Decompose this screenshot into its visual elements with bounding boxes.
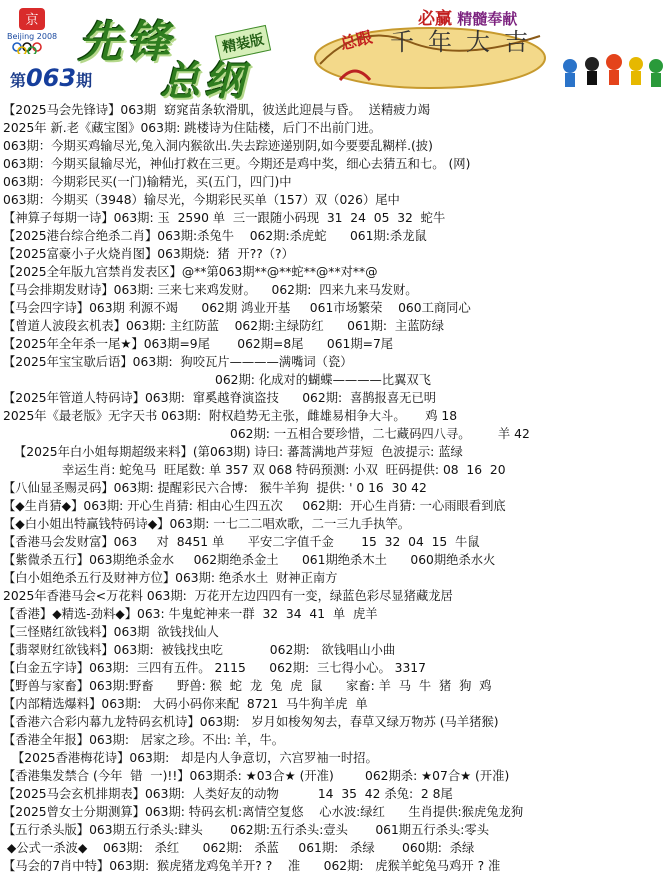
text-line: 062期: 一五相合要珍惜，二七藏码四八寻。 羊 42 [230,427,530,441]
text-line: 【◆生肖猜◆】063期: 开心生肖猜: 相由心生四五次 062期: 开心生肖猜: 一心雨眼看到底 [3,499,506,513]
logo-text: Beijing 2008 [7,32,58,41]
text-line: 【香港马会发财富】063 对 8451 单 平安二字值千金 15 32 04 15 牛鼠 [3,535,480,549]
text-line: 【2025年全年杀一尾★】063期=9尾 062期=8尾 061期=7尾 [3,337,394,351]
text-line: 【2025年白小姐每期超级来料】(第063期) 诗曰: 蕃蒿满地芦芽短 色波提示: 蓝绿 [14,445,463,459]
text-line: 【2025年管道人特码诗】063期: 窜奚越脊演盗技 062期: 喜鹊报喜无已明 [3,391,437,405]
text-line: 【神算子每期一诗】063期: 玉 2590 单 三一跟随小码现 31 24 05 32 蛇牛 [3,211,446,225]
text-line: 【曾道人波段玄机表】063期: 主红防蓝 062期:主绿防红 061期: 主蓝防绿 [3,319,445,333]
scroll-text: 千年大吉 [390,28,542,56]
text-line: 【八仙显圣赐灵码】063期: 提醒彩民六合博: 猴牛羊狗 提供: ' 0 16 30 42 [3,481,427,495]
text-line: 【香港】◆精选-劲料◆】063: 牛鬼蛇神来一群 32 34 41 单 虎羊 [3,607,378,621]
text-line: 2025年《最老版》无字天书 063期: 附权趋势无主张，雌雄易相争大斗。 鸡 18 [3,409,458,423]
text-line: 【翡翠财红欲钱料】063期: 被钱找虫吃 062期: 欲钱唱山小曲 [3,643,396,657]
text-line: 063期：今期买鼠输尽光，神仙打救在三更。今期还是鸡中奖，细心去猜五和七。 (网) [3,157,471,171]
text-line: 【马会排期发财诗】063期: 三来七来鸡发财。 062期: 四来九来马发财。 [3,283,418,297]
text-line: 063期：今期买（3948）输尽光，今期彩民买单（157）双（026）尾中 [3,193,400,207]
text-line: 063期：今期买鸡输尽光,兔入洞内猴欲出.失去踪迹递别阴,如今要要乱糊样.(披) [3,139,433,153]
text-line: 062期: 化成对的蝴蝶————比翼双飞 [215,373,431,387]
text-line: 【2025香港梅花诗】063期: 却是内人争意切，六宫罗袖一时招。 [12,751,378,765]
issue-prefix: 第 [10,71,27,90]
olympic-rings-logo [5,6,75,54]
text-line: 【2025曾女士分期测算】063期: 特码玄机:离情空复悠 心水波:绿红 生肖提供:猴虎兔龙狗 [3,805,524,819]
text-line: 【2025马会玄机排期表】063期: 人类好友的动物 14 35 42 杀兔: 2 8尾 [3,787,453,801]
text-line: 【香港全年报】063期: 居家之珍。不出: 羊，牛。 [3,733,285,747]
slogan-red: 必赢 [418,9,452,29]
text-line: 2025年 新.老《藏宝图》063期: 跳楼诗为住陆楼，后门不出前门进。 [3,121,382,135]
text-line: 【紫微杀五行】063期绝杀金水 062期绝杀金土 061期绝杀木土 060期绝杀水火 [3,553,496,567]
text-line: 【2025富豪小子火烧肖图】063期烧: 猪 开??（?） [3,247,294,261]
text-line: 【2025年宝宝歇后语】063期: 狗咬瓦片————满嘴词（瓷） [3,355,353,369]
text-line: 【2025马会先锋诗】063期 窈窕苗条软滑肌，彼送此迎晨与昏。 送精疲力竭 [3,103,431,117]
text-line: 063期：今期彩民买(一门)输精光，买(五门，四门)中 [3,175,292,189]
mascot-figures [563,54,663,87]
text-line: 【马会的7肖中特】063期: 猴虎猪龙鸡兔羊开? ? 准 062期: 虎猴羊蛇兔马鸡开 ? 准 [3,859,501,873]
issue-suffix: 期 [76,71,93,90]
text-line: 【野兽与家畜】063期:野畜 野兽: 猴 蛇 龙 兔 虎 鼠 家畜: 羊 马 牛 猪 狗 鸡 [3,679,492,693]
text-line: 【2025全年版九宫禁肖发表区】@**第063期**@**蛇**@**对**@ [3,265,378,279]
text-line: 【三怪赌红欲钱料】063期 欲钱找仙人 [3,625,219,639]
issue-label [10,64,92,92]
issue-number: 063 [26,64,77,92]
text-line: 2025年香港马会<万花料 063期: 万花开左边四四有一变，绿蓝色彩尽显猪藏龙居 [3,589,453,603]
text-line: 【五行杀头版】063期五行杀头:肆头 062期:五行杀头:壹头 061期五行杀头:零头 [3,823,490,837]
title-zonggang: 总纲 [160,58,248,100]
text-line: 幸运生肖: 蛇兔马 旺尾数: 单 357 双 068 特码预测: 小双 旺码提供: 08 16 20 [62,463,506,477]
edition-tag: 精装版 [215,25,271,61]
text-line: 【2025港台综合绝杀二肖】063期:杀兔牛 062期:杀虎蛇 061期:杀龙鼠 [3,229,427,243]
slogan-purple: 精髓奉献 [457,10,518,28]
text-line: 【白金五字诗】063期: 三四有五件。 2115 062期: 三七得小心。 3317 [3,661,426,675]
text-line: 【香港六合彩内幕九龙特码玄机诗】063期: 岁月如梭匆匆去，春草又绿万物苏 (马羊猪猴) [3,715,499,729]
text-line: 【内部精选爆料】063期: 大码小码你来配 8721 马牛狗羊虎 单 [3,697,368,711]
header-banner [0,0,670,100]
svg-text:京: 京 [25,13,39,28]
text-line: ◆公式一杀波◆ 063期: 杀红 062期: 杀蓝 061期: 杀绿 060期: 杀绿 [3,841,475,855]
general-tag: 总跟 [338,27,375,54]
text-line: 【马会四字诗】063期 利源不竭 062期 鸿业开基 061市场繁荣 060工商同心 [3,301,471,315]
text-line: 【香港集发禁合 (今年 错 一)!!】063期杀: ★03合★ (开准) 062期杀: ★07合★ (开准) [3,769,510,783]
text-line: 【白小姐绝杀五行及财神方位】063期: 绝杀水土 财神正南方 [3,571,338,585]
text-line: 【◆白小姐出特赢钱特码诗◆】063期: 一七二二唱欢歌，二一三九手执竿。 [3,517,411,531]
title-xianfeng: 先锋 [78,17,174,68]
